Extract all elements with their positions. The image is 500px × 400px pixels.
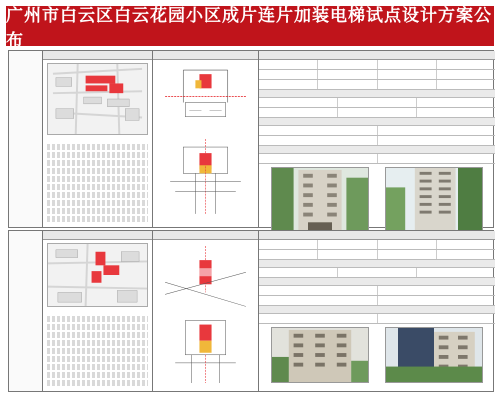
text-line xyxy=(47,316,148,322)
site-header xyxy=(43,51,152,60)
photo-header xyxy=(259,306,495,314)
table-cell xyxy=(259,80,318,89)
building-photo xyxy=(271,327,369,383)
table-row xyxy=(259,98,495,108)
building-photos xyxy=(259,324,495,386)
plan-column xyxy=(153,231,259,391)
sub-header xyxy=(259,118,495,126)
plan-header xyxy=(153,231,258,240)
photo-label xyxy=(378,154,496,163)
table-cell xyxy=(378,286,496,295)
info-header xyxy=(259,231,495,240)
table-cell xyxy=(259,60,318,69)
table-cell xyxy=(437,240,495,249)
floor-plan-diagram xyxy=(155,242,256,388)
table-cell xyxy=(259,286,378,295)
photo-label-row xyxy=(259,314,495,324)
table-cell xyxy=(318,80,377,89)
site-plan-map xyxy=(47,243,148,307)
text-line xyxy=(47,160,148,166)
info-column xyxy=(259,51,495,227)
floor-plan-diagram xyxy=(155,62,256,224)
text-line xyxy=(47,152,148,158)
table-cell xyxy=(378,250,437,259)
table-row xyxy=(259,286,495,296)
page-title: 广州市白云区白云花园小区成片连片加装电梯试点设计方案公布 xyxy=(6,6,492,51)
table-cell xyxy=(437,60,495,69)
text-line xyxy=(47,372,148,378)
table-cell xyxy=(417,108,495,117)
table-cell xyxy=(259,268,338,277)
table-cell xyxy=(378,136,496,145)
table-cell xyxy=(259,98,338,107)
section-label-column xyxy=(9,51,43,227)
building-photo xyxy=(385,327,483,383)
photo-header xyxy=(259,146,495,154)
table-row xyxy=(259,268,495,278)
table-cell xyxy=(378,240,437,249)
table-cell xyxy=(318,240,377,249)
table-cell xyxy=(378,60,437,69)
table-cell xyxy=(378,70,437,79)
section-building-2 xyxy=(8,230,494,392)
table-row xyxy=(259,80,495,90)
table-cell xyxy=(259,70,318,79)
table-cell xyxy=(259,250,318,259)
text-line xyxy=(47,364,148,370)
section-label-column xyxy=(9,231,43,391)
table-cell xyxy=(378,80,437,89)
table-cell xyxy=(437,70,495,79)
table-cell xyxy=(318,250,377,259)
text-line xyxy=(47,144,148,150)
site-plan-map xyxy=(47,63,148,135)
sub-header xyxy=(259,260,495,268)
site-description xyxy=(43,310,152,314)
text-line xyxy=(47,200,148,206)
text-line xyxy=(47,332,148,338)
table-cell xyxy=(338,268,417,277)
photo-label xyxy=(259,314,378,323)
table-cell xyxy=(259,296,378,305)
site-header xyxy=(43,231,152,240)
section-building-1 xyxy=(8,50,494,228)
table-cell xyxy=(378,296,496,305)
text-line xyxy=(47,208,148,214)
table-cell xyxy=(417,98,495,107)
table-cell xyxy=(378,126,496,135)
table-cell xyxy=(437,80,495,89)
sub-header xyxy=(259,278,495,286)
building-photos xyxy=(259,164,495,236)
plan-header xyxy=(153,51,258,60)
table-row xyxy=(259,136,495,146)
table-cell xyxy=(318,60,377,69)
table-cell xyxy=(338,98,417,107)
table-row xyxy=(259,296,495,306)
table-cell xyxy=(318,70,377,79)
site-column xyxy=(43,51,153,227)
table-row xyxy=(259,60,495,70)
table-cell xyxy=(259,136,378,145)
text-line xyxy=(47,348,148,354)
table-row xyxy=(259,126,495,136)
info-column xyxy=(259,231,495,391)
site-column xyxy=(43,231,153,391)
text-line xyxy=(47,184,148,190)
building-photo xyxy=(385,167,483,233)
table-cell xyxy=(437,250,495,259)
text-line xyxy=(47,324,148,330)
table-cell xyxy=(338,108,417,117)
table-row xyxy=(259,250,495,260)
photo-label-row xyxy=(259,154,495,164)
table-cell xyxy=(417,268,495,277)
table-row xyxy=(259,240,495,250)
site-description xyxy=(43,138,152,142)
table-cell xyxy=(259,108,338,117)
table-cell xyxy=(259,126,378,135)
table-row xyxy=(259,108,495,118)
photo-label xyxy=(259,154,378,163)
text-line xyxy=(47,216,148,222)
text-line xyxy=(47,340,148,346)
text-line xyxy=(47,176,148,182)
sub-header xyxy=(259,90,495,98)
table-row xyxy=(259,70,495,80)
photo-label xyxy=(378,314,496,323)
info-header xyxy=(259,51,495,60)
plan-column xyxy=(153,51,259,227)
text-line xyxy=(47,380,148,386)
building-photo xyxy=(271,167,369,233)
text-line xyxy=(47,168,148,174)
text-line xyxy=(47,356,148,362)
table-cell xyxy=(259,240,318,249)
text-line xyxy=(47,192,148,198)
